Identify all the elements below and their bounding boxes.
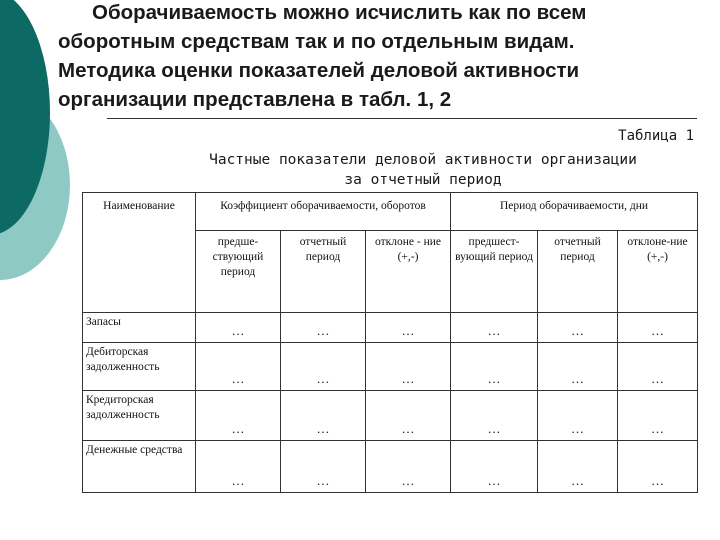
- table-cell: …: [618, 441, 698, 493]
- subheader-report-period: отчетный период: [538, 231, 618, 313]
- col-header-name: Наименование: [83, 193, 196, 313]
- table-cell: …: [366, 441, 451, 493]
- table-label: Таблица 1: [618, 128, 694, 144]
- row-label: Запасы: [83, 313, 196, 343]
- table-cell: …: [366, 313, 451, 343]
- table-cell: …: [451, 343, 538, 391]
- table-row: [83, 313, 698, 343]
- table-cell: …: [366, 391, 451, 441]
- col-header-turnover-period: Период оборачиваемости, дни: [451, 193, 698, 231]
- table-cell: …: [618, 343, 698, 391]
- table-cell: …: [281, 343, 366, 391]
- heading-line-4: организации представлена в табл. 1, 2: [58, 88, 452, 111]
- table-title-line-1: Частные показатели деловой активности организации: [209, 152, 637, 168]
- table-cell: …: [196, 391, 281, 441]
- heading-line-2: оборотным средствам так и по отдельным видам.: [58, 30, 575, 53]
- table-cell: …: [281, 391, 366, 441]
- table-header-row: [83, 193, 698, 231]
- table-cell: …: [451, 391, 538, 441]
- col-header-turnover-ratio: Коэффициент оборачиваемости, оборотов: [196, 193, 451, 231]
- row-label: Денежные средства: [83, 441, 196, 493]
- table-cell: …: [618, 313, 698, 343]
- table-cell: …: [538, 441, 618, 493]
- table-cell: …: [196, 343, 281, 391]
- divider: [107, 118, 697, 119]
- table-title: [150, 150, 696, 190]
- subheader-deviation: отклоне-ние (+,-): [618, 231, 698, 313]
- table-cell: …: [366, 343, 451, 391]
- slide-heading: [58, 0, 718, 114]
- subheader-report-period: отчетный период: [281, 231, 366, 313]
- heading-line-3: Методика оценки показателей деловой активности: [58, 59, 580, 82]
- table-row: [83, 441, 698, 493]
- table-row: [83, 391, 698, 441]
- table-cell: …: [538, 343, 618, 391]
- table-cell: …: [451, 441, 538, 493]
- subheader-prev-period: предше-ствующий период: [196, 231, 281, 313]
- row-label: Дебиторская задолженность: [83, 343, 196, 391]
- table-cell: …: [451, 313, 538, 343]
- table-cell: …: [281, 313, 366, 343]
- table-title-line-2: за отчетный период: [344, 172, 502, 188]
- row-label: Кредиторская задолженность: [83, 391, 196, 441]
- subheader-prev-period: предшест-вующий период: [451, 231, 538, 313]
- table-cell: …: [196, 313, 281, 343]
- table-row: [83, 343, 698, 391]
- table-cell: …: [538, 391, 618, 441]
- heading-line-1: Оборачиваемость можно исчислить как по всем: [92, 1, 587, 24]
- table-cell: …: [618, 391, 698, 441]
- subheader-deviation: отклоне - ние (+,-): [366, 231, 451, 313]
- table-cell: …: [281, 441, 366, 493]
- table-cell: …: [196, 441, 281, 493]
- table-cell: …: [538, 313, 618, 343]
- activity-table: [82, 192, 698, 493]
